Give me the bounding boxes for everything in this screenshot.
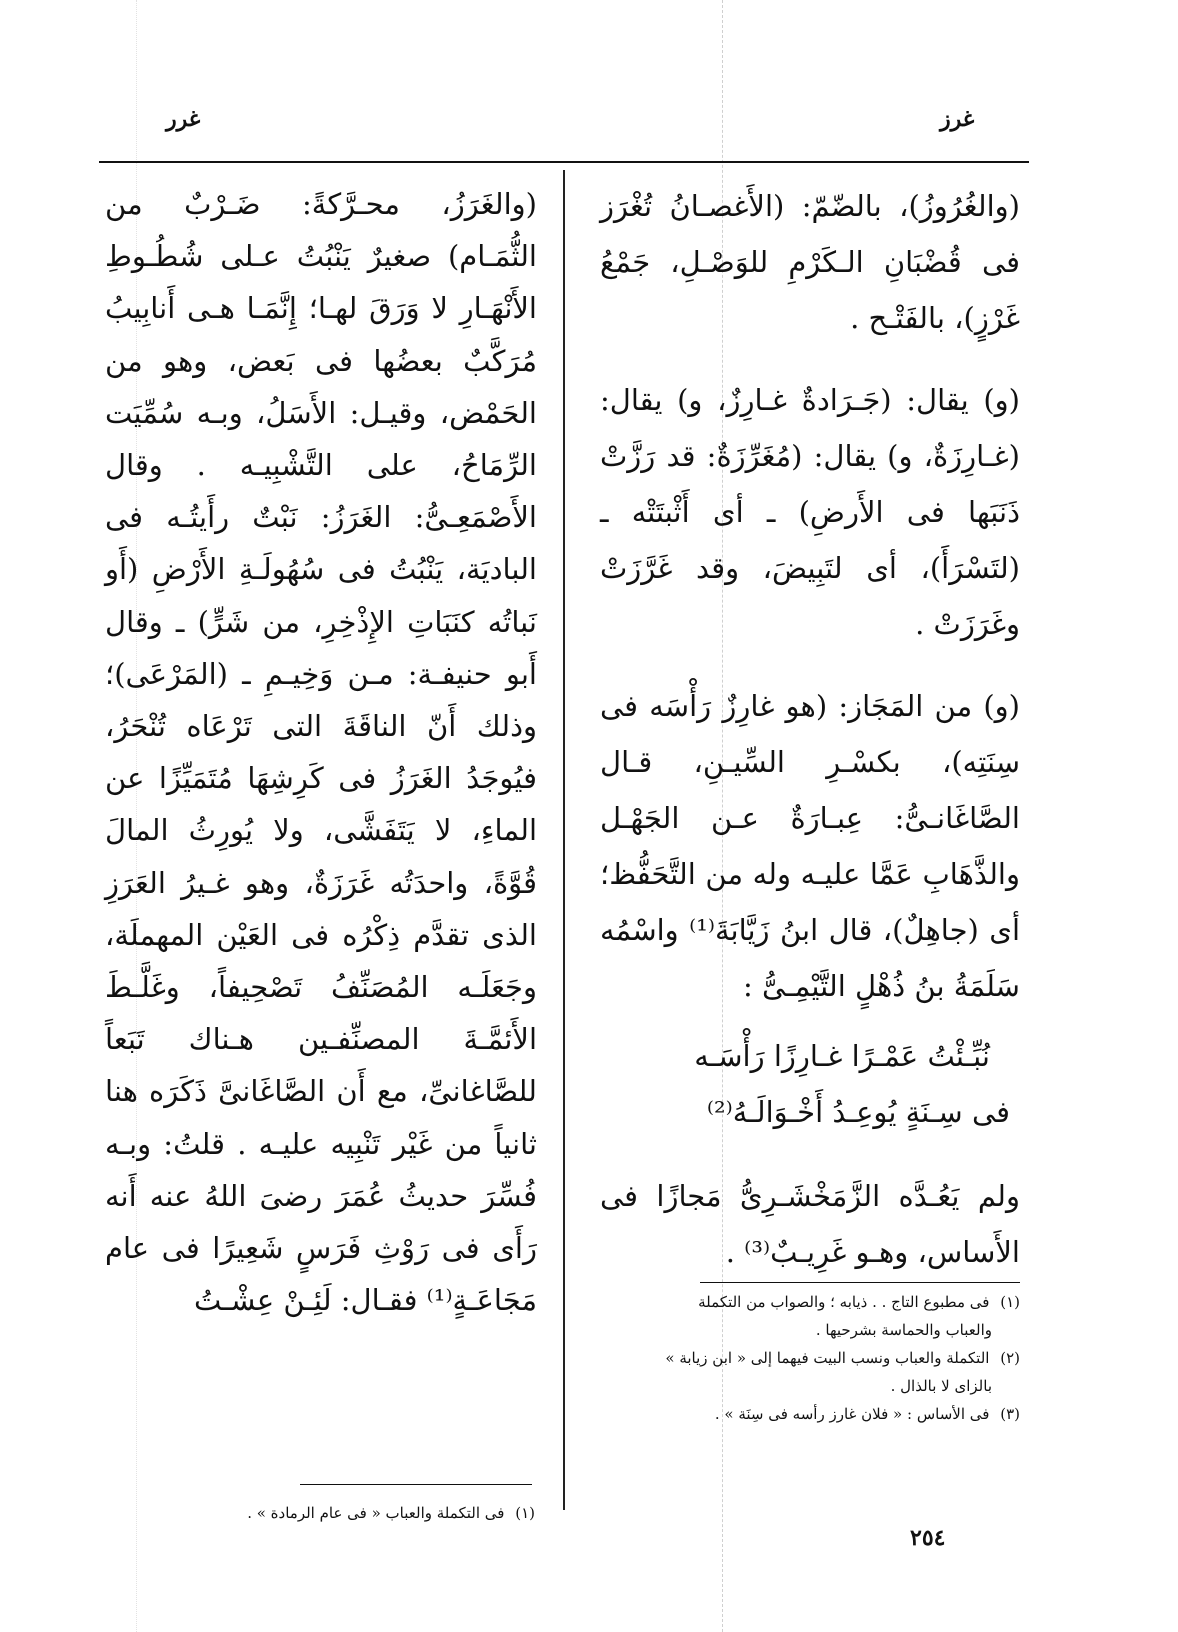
entry-paragraph: (والغُرُوزُ)، بالضّمّ: (الأَغصـانُ تُغْرَز فى قُضْبَانِ الـكَرْمِ للوَصْـلِ، جَمْعُ غَرْزٍ)، بالفَتْـح . [600,189,1020,335]
page-number: ٢٥٤ [910,1525,946,1551]
footnote [590,1401,1020,1427]
entry-paragraph: ولم يَعُـدَّه الزَّمَخْشَـرِىُّ مَجازًا فى الأَساس، وهـو غَرِيـبٌ⁽³⁾ . [600,1179,1020,1269]
footnote-number: (٣) [1000,1405,1020,1423]
footnote [590,1345,1020,1371]
left-column [105,178,537,1352]
footnote-number: (١) [1000,1293,1020,1311]
entry-paragraph: (و) يقال: (جَـرَادةٌ غـارِزٌ، و) يقال: (غـارِزَةٌ، و) يقال: (مُغَرِّزَةٌ: قد رَزَّتْ ذَنَبَها فى الأَرضِ) ـ أى أَثْبتَتْه ـ (لتَسْرَأَ)، أى لتَبِيضَ، وقد غَرَّزَتْ وغَرَزَتْ . [600,383,1020,641]
footnote-continuation: بالزاى لا بالذال . [890,1377,992,1395]
footnote [590,1289,1020,1315]
header-rule [99,161,1029,163]
footnote-rule [700,1282,1020,1283]
footnote-continuation: والعباب والحماسة بشرحيها . [815,1321,992,1339]
footnote-rule [300,1484,532,1485]
footnote-text: فى الأساس : « فلان غارز رأسه فى سِنَة » . [714,1405,990,1423]
verse-line: نُبِّـئْتُ عَمْـرًا غـارِزًا رَأْسَـه [694,1039,990,1073]
footnotes-right [590,1282,1020,1429]
column-divider [563,170,565,1510]
footnotes-left [160,1500,535,1528]
footnote-number: (٢) [1000,1349,1020,1367]
running-header-right: غرز [940,106,975,132]
footnote-number: (١) [515,1504,535,1522]
footnote-text: التكملة والعباب ونسب البيت فيهما إلى « ابن زيابة » [665,1349,990,1367]
entry-paragraph: (و) من المَجَاز: (هو غارِزٌ رَأْسَه فى سِنَتِه)، بكسْـرِ السِّيـنِ، قـال الصَّاغَانـىُّ: عِبـارَةٌ عـن الجَهْـل والذَّهَابِ عَمَّا عليـه وله من التَّحَفُّظ؛ أى (جاهِلٌ)، قال ابنُ زَيَّابَةَ⁽¹⁾ واسْمُه سَلَمَةُ بنُ ذُهْلٍ التَّيْمِـىُّ : [600,689,1020,1003]
verse-line: فى سِـنَةٍ يُوعِـدُ أَخْـوَالَـهُ⁽²⁾ [706,1095,1010,1129]
running-header-left: غرر [166,106,201,132]
footnote [160,1500,535,1526]
footnote-text: فى التكملة والعباب « فى عام الرمادة » . [247,1504,505,1522]
footnote-text: فى مطبوع التاج . . ذيابه ؛ والصواب من التكملة [698,1293,990,1311]
right-column [600,178,1020,1306]
entry-paragraph: (والغَرَزُ، محـرَّكةً: ضَـرْبٌ من الثُّمَـام) صغيرٌ يَنْبُتُ عـلى شُطُـوطِ الأَنْهَـارِ لا وَرَقَ لهـا؛ إِنَّمَـا هـى أَنابِيبُ مُرَكَّبٌ بعضُها فى بَعض، وهو من الحَمْض، وقيـل: الأَسَلُ، وبـه سُمِّيَت الرِّمَاحُ، على التَّشْبِيـه . وقال الأَصْمَعِـىُّ: الغَرَزُ: نَبْتٌ رأَيتُـه فى الباديَة، يَنْبُتُ فى سُهُولَـةِ الأَرْضِ (أَو نَباتُه كنَبَاتِ الإِذْخِرِ، من شَرٍّ) ـ وقال أَبو حنيفـة: مـن وَخِيـمِ ـ (المَرْعَى)؛ وذلك أَنّ الناقَةَ التى تَرْعَاه تُنْحَرُ، فيُوجَدُ الغَرَزُ فى كَرِشِهَا مُتَمَيِّزًا عن الماءِ، لا يَتَفَشَّى، ولا يُورِثُ المالَ قُوَّةً، واحدَتُه غَرَزَةٌ، وهو غـيرُ العَرَزِ الذى تقدَّم ذِكْرُه فى العَيْن المهملَة، وجَعَلَـه المُصَنِّفُ تَصْحِيفاً، وغَلَّـطَ الأَئمَّـةَ المصنِّفـين هـناك تَبَعاً للصَّاغانىِّ، مع أَن الصَّاغَانىَّ ذَكَرَه هنا ثانياً من غَيْر تَنْبِيه عليـه . قلتُ: وبـه فُسِّرَ حديثُ عُمَرَ رضىَ اللهُ عنه أَنه رَأَى فى رَوْثِ فَرَسٍ شَعِيرًا فى عام مَجَاعَـةٍ⁽¹⁾ فقـال: لَئِـنْ عِشْـتُ [105,187,537,1318]
